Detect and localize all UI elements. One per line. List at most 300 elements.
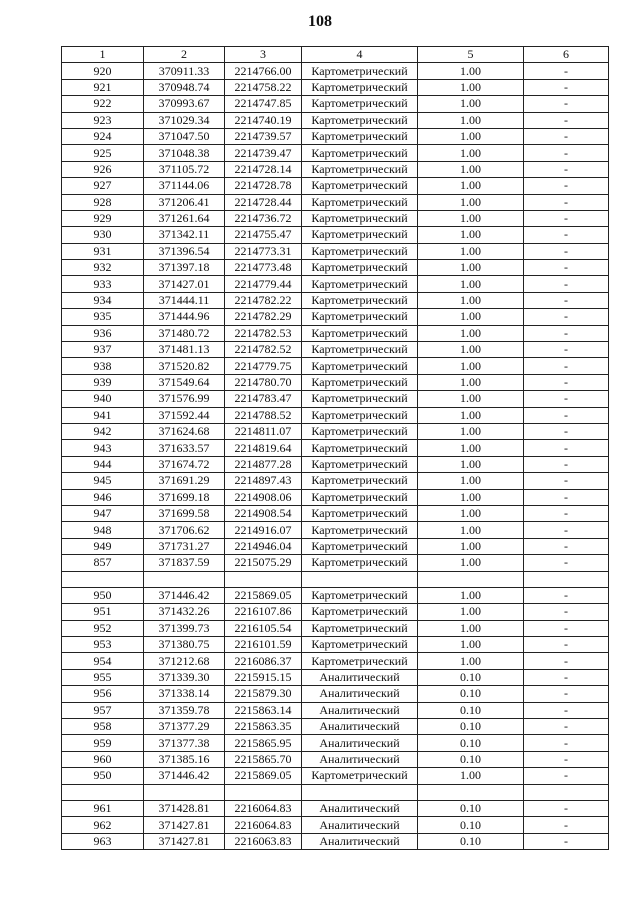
table-row [62, 768, 609, 784]
method-cell: Картометрический [302, 260, 418, 276]
x-coordinate-cell: 371699.58 [144, 505, 225, 521]
y-coordinate-cell: 2214782.52 [225, 342, 302, 358]
point-number-cell: 946 [62, 489, 144, 505]
point-number-cell: 947 [62, 505, 144, 521]
point-number-cell: 930 [62, 227, 144, 243]
table-row [62, 505, 609, 521]
y-coordinate-cell: 2214946.04 [225, 538, 302, 554]
method-cell: Картометрический [302, 96, 418, 112]
description-cell: - [524, 374, 609, 390]
x-coordinate-cell: 371427.81 [144, 833, 225, 849]
description-cell: - [524, 817, 609, 833]
description-cell: - [524, 669, 609, 685]
x-coordinate-cell: 371706.62 [144, 522, 225, 538]
description-cell: - [524, 161, 609, 177]
table-row [62, 342, 609, 358]
description-cell: - [524, 145, 609, 161]
x-coordinate-cell: 371428.81 [144, 800, 225, 816]
table-row [62, 456, 609, 472]
accuracy-cell: 1.00 [418, 63, 524, 79]
x-coordinate-cell: 371446.42 [144, 768, 225, 784]
method-cell: Картометрический [302, 276, 418, 292]
method-cell: Картометрический [302, 128, 418, 144]
method-cell: Аналитический [302, 833, 418, 849]
description-cell: - [524, 407, 609, 423]
point-number-cell: 940 [62, 391, 144, 407]
description-cell: - [524, 735, 609, 751]
x-coordinate-cell: 371396.54 [144, 243, 225, 259]
accuracy-cell: 1.00 [418, 456, 524, 472]
point-number-cell: 923 [62, 112, 144, 128]
table-row [62, 63, 609, 79]
point-number-cell: 936 [62, 325, 144, 341]
table-row [62, 440, 609, 456]
x-coordinate-cell: 371206.41 [144, 194, 225, 210]
table-row [62, 79, 609, 95]
point-number-cell: 953 [62, 637, 144, 653]
description-cell: - [524, 505, 609, 521]
x-coordinate-cell: 371359.78 [144, 702, 225, 718]
method-cell: Картометрический [302, 423, 418, 439]
description-cell [524, 571, 609, 587]
y-coordinate-cell: 2214916.07 [225, 522, 302, 538]
method-cell: Аналитический [302, 817, 418, 833]
y-coordinate-cell: 2215863.14 [225, 702, 302, 718]
table-row [62, 325, 609, 341]
table-row [62, 653, 609, 669]
point-number-cell: 924 [62, 128, 144, 144]
x-coordinate-cell: 371338.14 [144, 686, 225, 702]
accuracy-cell: 1.00 [418, 292, 524, 308]
method-cell: Аналитический [302, 669, 418, 685]
table-row [62, 96, 609, 112]
table-row [62, 407, 609, 423]
table-row [62, 719, 609, 735]
table-row [62, 473, 609, 489]
x-coordinate-cell: 371432.26 [144, 604, 225, 620]
method-cell: Картометрический [302, 555, 418, 571]
point-number-cell: 937 [62, 342, 144, 358]
description-cell: - [524, 637, 609, 653]
accuracy-cell: 1.00 [418, 161, 524, 177]
y-coordinate-cell: 2214728.78 [225, 178, 302, 194]
method-cell: Картометрический [302, 407, 418, 423]
accuracy-cell: 1.00 [418, 473, 524, 489]
table-row [62, 260, 609, 276]
x-coordinate-cell: 371427.01 [144, 276, 225, 292]
accuracy-cell: 1.00 [418, 555, 524, 571]
table-row [62, 489, 609, 505]
point-number-cell: 954 [62, 653, 144, 669]
description-cell: - [524, 63, 609, 79]
accuracy-cell: 1.00 [418, 620, 524, 636]
y-coordinate-cell [225, 571, 302, 587]
y-coordinate-cell: 2214739.57 [225, 128, 302, 144]
point-number-cell: 941 [62, 407, 144, 423]
point-number-cell: 963 [62, 833, 144, 849]
y-coordinate-cell: 2214877.28 [225, 456, 302, 472]
table-row [62, 784, 609, 800]
accuracy-cell: 1.00 [418, 227, 524, 243]
y-coordinate-cell: 2214782.53 [225, 325, 302, 341]
description-cell: - [524, 194, 609, 210]
point-number-cell: 961 [62, 800, 144, 816]
y-coordinate-cell: 2214819.64 [225, 440, 302, 456]
accuracy-cell: 1.00 [418, 587, 524, 603]
y-coordinate-cell: 2214811.07 [225, 423, 302, 439]
point-number-cell: 957 [62, 702, 144, 718]
description-cell: - [524, 178, 609, 194]
x-coordinate-cell: 371144.06 [144, 178, 225, 194]
y-coordinate-cell: 2214908.54 [225, 505, 302, 521]
accuracy-cell: 1.00 [418, 391, 524, 407]
x-coordinate-cell: 371048.38 [144, 145, 225, 161]
accuracy-cell: 1.00 [418, 407, 524, 423]
description-cell: - [524, 620, 609, 636]
x-coordinate-cell: 371427.81 [144, 817, 225, 833]
method-cell: Картометрический [302, 161, 418, 177]
description-cell: - [524, 751, 609, 767]
x-coordinate-cell: 371385.16 [144, 751, 225, 767]
table-row [62, 800, 609, 816]
accuracy-cell: 1.00 [418, 309, 524, 325]
method-cell: Картометрический [302, 227, 418, 243]
x-coordinate-cell: 371837.59 [144, 555, 225, 571]
y-coordinate-cell: 2215879.30 [225, 686, 302, 702]
accuracy-cell: 0.10 [418, 719, 524, 735]
method-cell: Картометрический [302, 522, 418, 538]
accuracy-cell: 1.00 [418, 342, 524, 358]
x-coordinate-cell: 371446.42 [144, 587, 225, 603]
point-number-cell: 951 [62, 604, 144, 620]
y-coordinate-cell: 2214779.44 [225, 276, 302, 292]
y-coordinate-cell: 2214766.00 [225, 63, 302, 79]
method-cell: Картометрический [302, 194, 418, 210]
point-number-cell: 952 [62, 620, 144, 636]
description-cell: - [524, 686, 609, 702]
page-number: 108 [308, 13, 332, 30]
table-row [62, 178, 609, 194]
method-cell: Аналитический [302, 800, 418, 816]
accuracy-cell: 1.00 [418, 653, 524, 669]
point-number-cell: 935 [62, 309, 144, 325]
point-number-cell: 955 [62, 669, 144, 685]
coordinates-table [61, 46, 609, 850]
method-cell: Картометрический [302, 538, 418, 554]
method-cell: Картометрический [302, 325, 418, 341]
y-coordinate-cell: 2215865.70 [225, 751, 302, 767]
accuracy-cell: 1.00 [418, 374, 524, 390]
y-coordinate-cell: 2216064.83 [225, 817, 302, 833]
method-cell: Картометрический [302, 456, 418, 472]
table-row [62, 161, 609, 177]
x-coordinate-cell: 371261.64 [144, 210, 225, 226]
accuracy-cell: 0.10 [418, 833, 524, 849]
y-coordinate-cell: 2216063.83 [225, 833, 302, 849]
table-row [62, 637, 609, 653]
description-cell: - [524, 440, 609, 456]
description-cell: - [524, 587, 609, 603]
accuracy-cell: 1.00 [418, 96, 524, 112]
y-coordinate-cell: 2216064.83 [225, 800, 302, 816]
y-coordinate-cell: 2216086.37 [225, 653, 302, 669]
y-coordinate-cell: 2214728.44 [225, 194, 302, 210]
table-row [62, 669, 609, 685]
description-cell: - [524, 227, 609, 243]
x-coordinate-cell: 371342.11 [144, 227, 225, 243]
method-cell: Картометрический [302, 342, 418, 358]
table-row [62, 112, 609, 128]
method-cell: Картометрический [302, 358, 418, 374]
point-number-cell: 921 [62, 79, 144, 95]
point-number-cell: 920 [62, 63, 144, 79]
accuracy-cell: 1.00 [418, 210, 524, 226]
description-cell: - [524, 456, 609, 472]
method-cell: Картометрический [302, 178, 418, 194]
accuracy-cell [418, 571, 524, 587]
point-number-cell: 928 [62, 194, 144, 210]
x-coordinate-cell: 371029.34 [144, 112, 225, 128]
accuracy-cell: 1.00 [418, 637, 524, 653]
x-coordinate-cell [144, 784, 225, 800]
accuracy-cell: 0.10 [418, 669, 524, 685]
column-header: 6 [524, 47, 609, 63]
description-cell: - [524, 210, 609, 226]
description-cell: - [524, 604, 609, 620]
point-number-cell: 948 [62, 522, 144, 538]
table-row [62, 751, 609, 767]
point-number-cell: 927 [62, 178, 144, 194]
table-row [62, 292, 609, 308]
method-cell [302, 571, 418, 587]
y-coordinate-cell: 2214780.70 [225, 374, 302, 390]
column-header: 1 [62, 47, 144, 63]
point-number-cell: 950 [62, 768, 144, 784]
y-coordinate-cell: 2214758.22 [225, 79, 302, 95]
accuracy-cell: 0.10 [418, 702, 524, 718]
y-coordinate-cell: 2215865.95 [225, 735, 302, 751]
x-coordinate-cell: 371480.72 [144, 325, 225, 341]
method-cell [302, 784, 418, 800]
y-coordinate-cell: 2216105.54 [225, 620, 302, 636]
x-coordinate-cell: 371624.68 [144, 423, 225, 439]
y-coordinate-cell: 2214788.52 [225, 407, 302, 423]
description-cell: - [524, 538, 609, 554]
method-cell: Аналитический [302, 735, 418, 751]
y-coordinate-cell: 2215915.15 [225, 669, 302, 685]
point-number-cell [62, 784, 144, 800]
point-number-cell: 942 [62, 423, 144, 439]
point-number-cell: 960 [62, 751, 144, 767]
method-cell: Картометрический [302, 243, 418, 259]
table-row [62, 571, 609, 587]
point-number-cell: 857 [62, 555, 144, 571]
x-coordinate-cell: 371699.18 [144, 489, 225, 505]
column-header: 2 [144, 47, 225, 63]
table-row [62, 587, 609, 603]
description-cell: - [524, 653, 609, 669]
description-cell: - [524, 243, 609, 259]
y-coordinate-cell: 2214783.47 [225, 391, 302, 407]
method-cell: Картометрический [302, 587, 418, 603]
accuracy-cell: 0.10 [418, 751, 524, 767]
description-cell: - [524, 112, 609, 128]
table-row [62, 243, 609, 259]
method-cell: Картометрический [302, 309, 418, 325]
point-number-cell: 939 [62, 374, 144, 390]
y-coordinate-cell: 2214740.19 [225, 112, 302, 128]
point-number-cell: 932 [62, 260, 144, 276]
description-cell: - [524, 473, 609, 489]
method-cell: Аналитический [302, 686, 418, 702]
accuracy-cell: 0.10 [418, 735, 524, 751]
description-cell: - [524, 96, 609, 112]
x-coordinate-cell: 371047.50 [144, 128, 225, 144]
accuracy-cell: 1.00 [418, 112, 524, 128]
accuracy-cell: 0.10 [418, 686, 524, 702]
method-cell: Аналитический [302, 719, 418, 735]
y-coordinate-cell: 2214908.06 [225, 489, 302, 505]
point-number-cell: 933 [62, 276, 144, 292]
y-coordinate-cell: 2214897.43 [225, 473, 302, 489]
table-row [62, 309, 609, 325]
x-coordinate-cell: 371380.75 [144, 637, 225, 653]
description-cell: - [524, 260, 609, 276]
y-coordinate-cell: 2214736.72 [225, 210, 302, 226]
point-number-cell: 945 [62, 473, 144, 489]
description-cell: - [524, 276, 609, 292]
point-number-cell: 931 [62, 243, 144, 259]
y-coordinate-cell: 2214728.14 [225, 161, 302, 177]
accuracy-cell: 1.00 [418, 260, 524, 276]
method-cell: Картометрический [302, 112, 418, 128]
table-row [62, 735, 609, 751]
method-cell: Картометрический [302, 374, 418, 390]
x-coordinate-cell: 371399.73 [144, 620, 225, 636]
accuracy-cell [418, 784, 524, 800]
method-cell: Картометрический [302, 489, 418, 505]
x-coordinate-cell: 371520.82 [144, 358, 225, 374]
description-cell: - [524, 128, 609, 144]
method-cell: Картометрический [302, 637, 418, 653]
x-coordinate-cell: 371377.29 [144, 719, 225, 735]
accuracy-cell: 1.00 [418, 358, 524, 374]
description-cell: - [524, 522, 609, 538]
point-number-cell: 956 [62, 686, 144, 702]
method-cell: Картометрический [302, 604, 418, 620]
y-coordinate-cell: 2214782.22 [225, 292, 302, 308]
description-cell: - [524, 79, 609, 95]
point-number-cell: 938 [62, 358, 144, 374]
point-number-cell [62, 571, 144, 587]
point-number-cell: 958 [62, 719, 144, 735]
description-cell: - [524, 423, 609, 439]
y-coordinate-cell: 2214747.85 [225, 96, 302, 112]
table-header-row [62, 47, 609, 63]
description-cell: - [524, 833, 609, 849]
point-number-cell: 962 [62, 817, 144, 833]
y-coordinate-cell: 2215869.05 [225, 768, 302, 784]
method-cell: Картометрический [302, 145, 418, 161]
method-cell: Картометрический [302, 473, 418, 489]
y-coordinate-cell: 2216107.86 [225, 604, 302, 620]
accuracy-cell: 0.10 [418, 800, 524, 816]
table-row [62, 210, 609, 226]
table-body [62, 63, 609, 850]
point-number-cell: 926 [62, 161, 144, 177]
y-coordinate-cell: 2214779.75 [225, 358, 302, 374]
y-coordinate-cell: 2214739.47 [225, 145, 302, 161]
x-coordinate-cell: 371674.72 [144, 456, 225, 472]
method-cell: Аналитический [302, 751, 418, 767]
accuracy-cell: 1.00 [418, 423, 524, 439]
table-row [62, 227, 609, 243]
accuracy-cell: 0.10 [418, 817, 524, 833]
accuracy-cell: 1.00 [418, 145, 524, 161]
y-coordinate-cell: 2214782.29 [225, 309, 302, 325]
method-cell: Картометрический [302, 768, 418, 784]
y-coordinate-cell: 2214755.47 [225, 227, 302, 243]
accuracy-cell: 1.00 [418, 440, 524, 456]
column-header: 4 [302, 47, 418, 63]
method-cell: Аналитический [302, 702, 418, 718]
y-coordinate-cell [225, 784, 302, 800]
description-cell: - [524, 358, 609, 374]
accuracy-cell: 1.00 [418, 178, 524, 194]
description-cell: - [524, 391, 609, 407]
accuracy-cell: 1.00 [418, 79, 524, 95]
table-row [62, 145, 609, 161]
accuracy-cell: 1.00 [418, 128, 524, 144]
table-row [62, 128, 609, 144]
accuracy-cell: 1.00 [418, 243, 524, 259]
accuracy-cell: 1.00 [418, 505, 524, 521]
point-number-cell: 944 [62, 456, 144, 472]
y-coordinate-cell: 2215075.29 [225, 555, 302, 571]
x-coordinate-cell: 371377.38 [144, 735, 225, 751]
table-row [62, 374, 609, 390]
point-number-cell: 949 [62, 538, 144, 554]
description-cell: - [524, 325, 609, 341]
method-cell: Картометрический [302, 653, 418, 669]
point-number-cell: 943 [62, 440, 144, 456]
y-coordinate-cell: 2216101.59 [225, 637, 302, 653]
method-cell: Картометрический [302, 210, 418, 226]
method-cell: Картометрический [302, 440, 418, 456]
table-row [62, 702, 609, 718]
description-cell: - [524, 768, 609, 784]
table-row [62, 817, 609, 833]
description-cell: - [524, 489, 609, 505]
point-number-cell: 929 [62, 210, 144, 226]
x-coordinate-cell: 371105.72 [144, 161, 225, 177]
point-number-cell: 922 [62, 96, 144, 112]
method-cell: Картометрический [302, 391, 418, 407]
x-coordinate-cell: 371397.18 [144, 260, 225, 276]
point-number-cell: 950 [62, 587, 144, 603]
x-coordinate-cell: 371339.30 [144, 669, 225, 685]
accuracy-cell: 1.00 [418, 522, 524, 538]
x-coordinate-cell: 371633.57 [144, 440, 225, 456]
description-cell: - [524, 800, 609, 816]
point-number-cell: 959 [62, 735, 144, 751]
x-coordinate-cell: 371444.96 [144, 309, 225, 325]
table-row [62, 358, 609, 374]
description-cell: - [524, 702, 609, 718]
y-coordinate-cell: 2214773.31 [225, 243, 302, 259]
method-cell: Картометрический [302, 505, 418, 521]
table-row [62, 391, 609, 407]
